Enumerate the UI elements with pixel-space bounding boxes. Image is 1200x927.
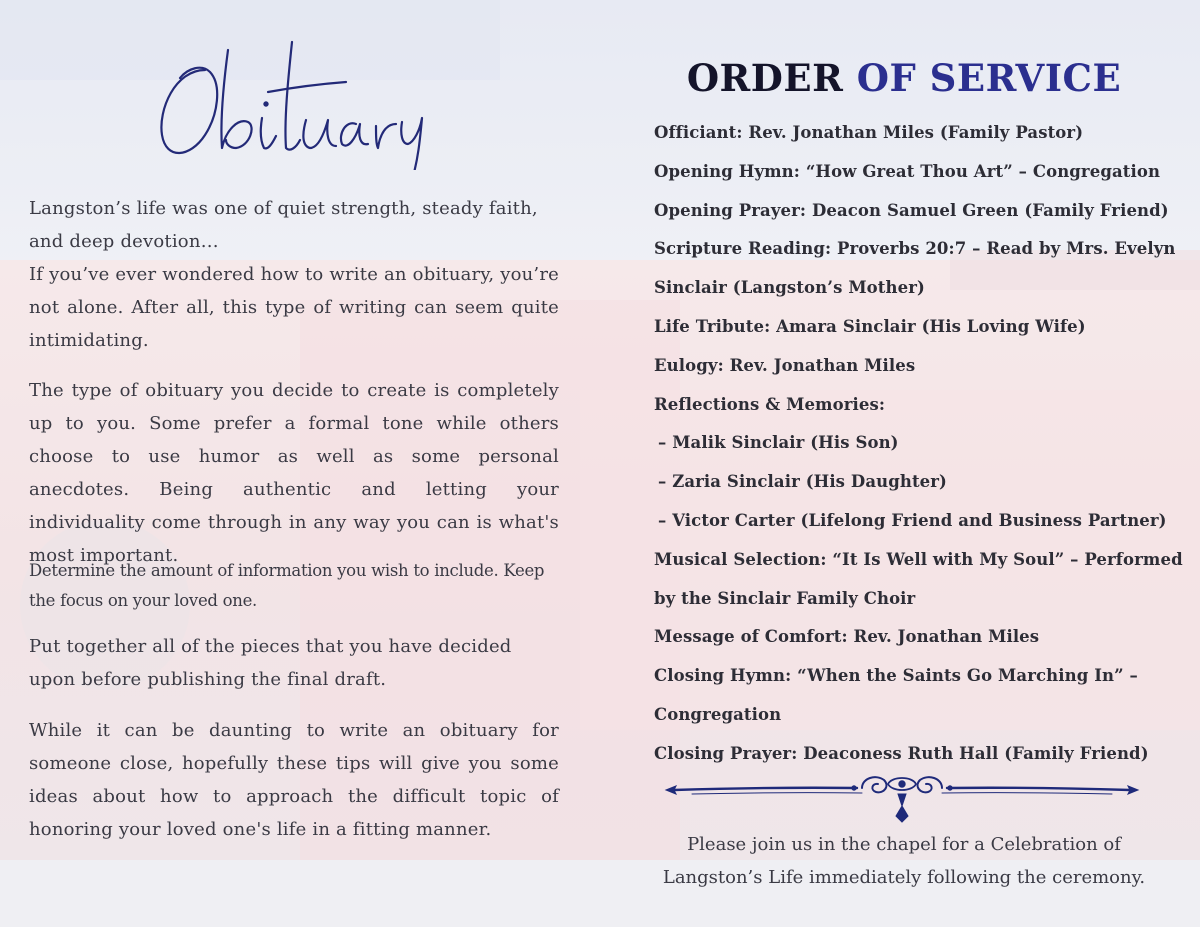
service-item: Reflections & Memories:	[654, 394, 886, 414]
paragraph-text: Determine the amount of information you wish to include. Keep the focus on your loved one.	[29, 561, 545, 610]
intro-question: If you’ve ever wondered how to write an obituary, you’re not alone. After all, this type of writing can seem quite intimidating.	[29, 264, 559, 351]
obituary-paragraph-closing	[29, 714, 559, 846]
obituary-paragraph-type	[29, 374, 559, 572]
service-item: Sinclair (Langston’s Mother)	[654, 278, 925, 298]
service-item: Scripture Reading: Proverbs 20:7 – Read by Mrs. Evelyn	[654, 239, 1176, 259]
order-of-service-title	[654, 56, 1154, 100]
obituary-paragraph-pieces	[29, 630, 559, 696]
obituary-script-title	[150, 30, 450, 170]
service-item: – Zaria Sinclair (His Daughter)	[658, 472, 947, 492]
celebration-invitation	[654, 828, 1154, 894]
title-word-service: SERVICE	[929, 56, 1122, 100]
service-item: Congregation	[654, 704, 782, 724]
paragraph-text: While it can be daunting to write an obituary for someone close, hopefully these tips will give you some ideas about how to approach the difficult topic of honoring your loved one's life in a fitting manner.	[29, 720, 559, 840]
service-item: – Victor Carter (Lifelong Friend and Business Partner)	[658, 510, 1167, 530]
service-item: – Malik Sinclair (His Son)	[658, 433, 899, 453]
service-item: Closing Prayer: Deaconess Ruth Hall (Family Friend)	[654, 743, 1149, 763]
service-program-list	[654, 114, 1183, 774]
title-word-of: OF	[856, 56, 917, 100]
obituary-paragraph-amount	[29, 556, 559, 616]
service-item: by the Sinclair Family Choir	[654, 588, 916, 608]
paragraph-text: Put together all of the pieces that you have decided upon before publishing the final draft.	[29, 636, 512, 690]
service-item: Message of Comfort: Rev. Jonathan Miles	[654, 627, 1040, 647]
service-item: Musical Selection: “It Is Well with My Soul” – Performed	[654, 549, 1183, 569]
service-item: Opening Prayer: Deacon Samuel Green (Family Friend)	[654, 200, 1169, 220]
service-item: Officiant: Rev. Jonathan Miles (Family Pastor)	[654, 123, 1084, 142]
service-item: Eulogy: Rev. Jonathan Miles	[654, 355, 916, 375]
scroll-divider-ornament-icon	[662, 770, 1142, 826]
intro-line: Langston’s life was one of quiet strength, steady faith, and deep devotion…	[29, 198, 538, 252]
invitation-line-1: Please join us in the chapel for a Celebration of	[687, 834, 1121, 855]
service-item: Closing Hymn: “When the Saints Go Marching In” –	[654, 666, 1138, 686]
obituary-intro	[29, 192, 559, 357]
invitation-line-2: Langston’s Life immediately following the ceremony.	[662, 867, 1146, 888]
paragraph-text: The type of obituary you decide to create is completely up to you. Some prefer a formal tone while others choose to use humor as well as some personal anecdotes. Being authentic and letting your individuality come through in any way you can is what's most important.	[29, 380, 559, 566]
service-item: Opening Hymn: “How Great Thou Art” – Congregation	[654, 161, 1161, 181]
title-word-order: ORDER	[686, 56, 844, 100]
service-item: Life Tribute: Amara Sinclair (His Loving Wife)	[654, 316, 1086, 336]
